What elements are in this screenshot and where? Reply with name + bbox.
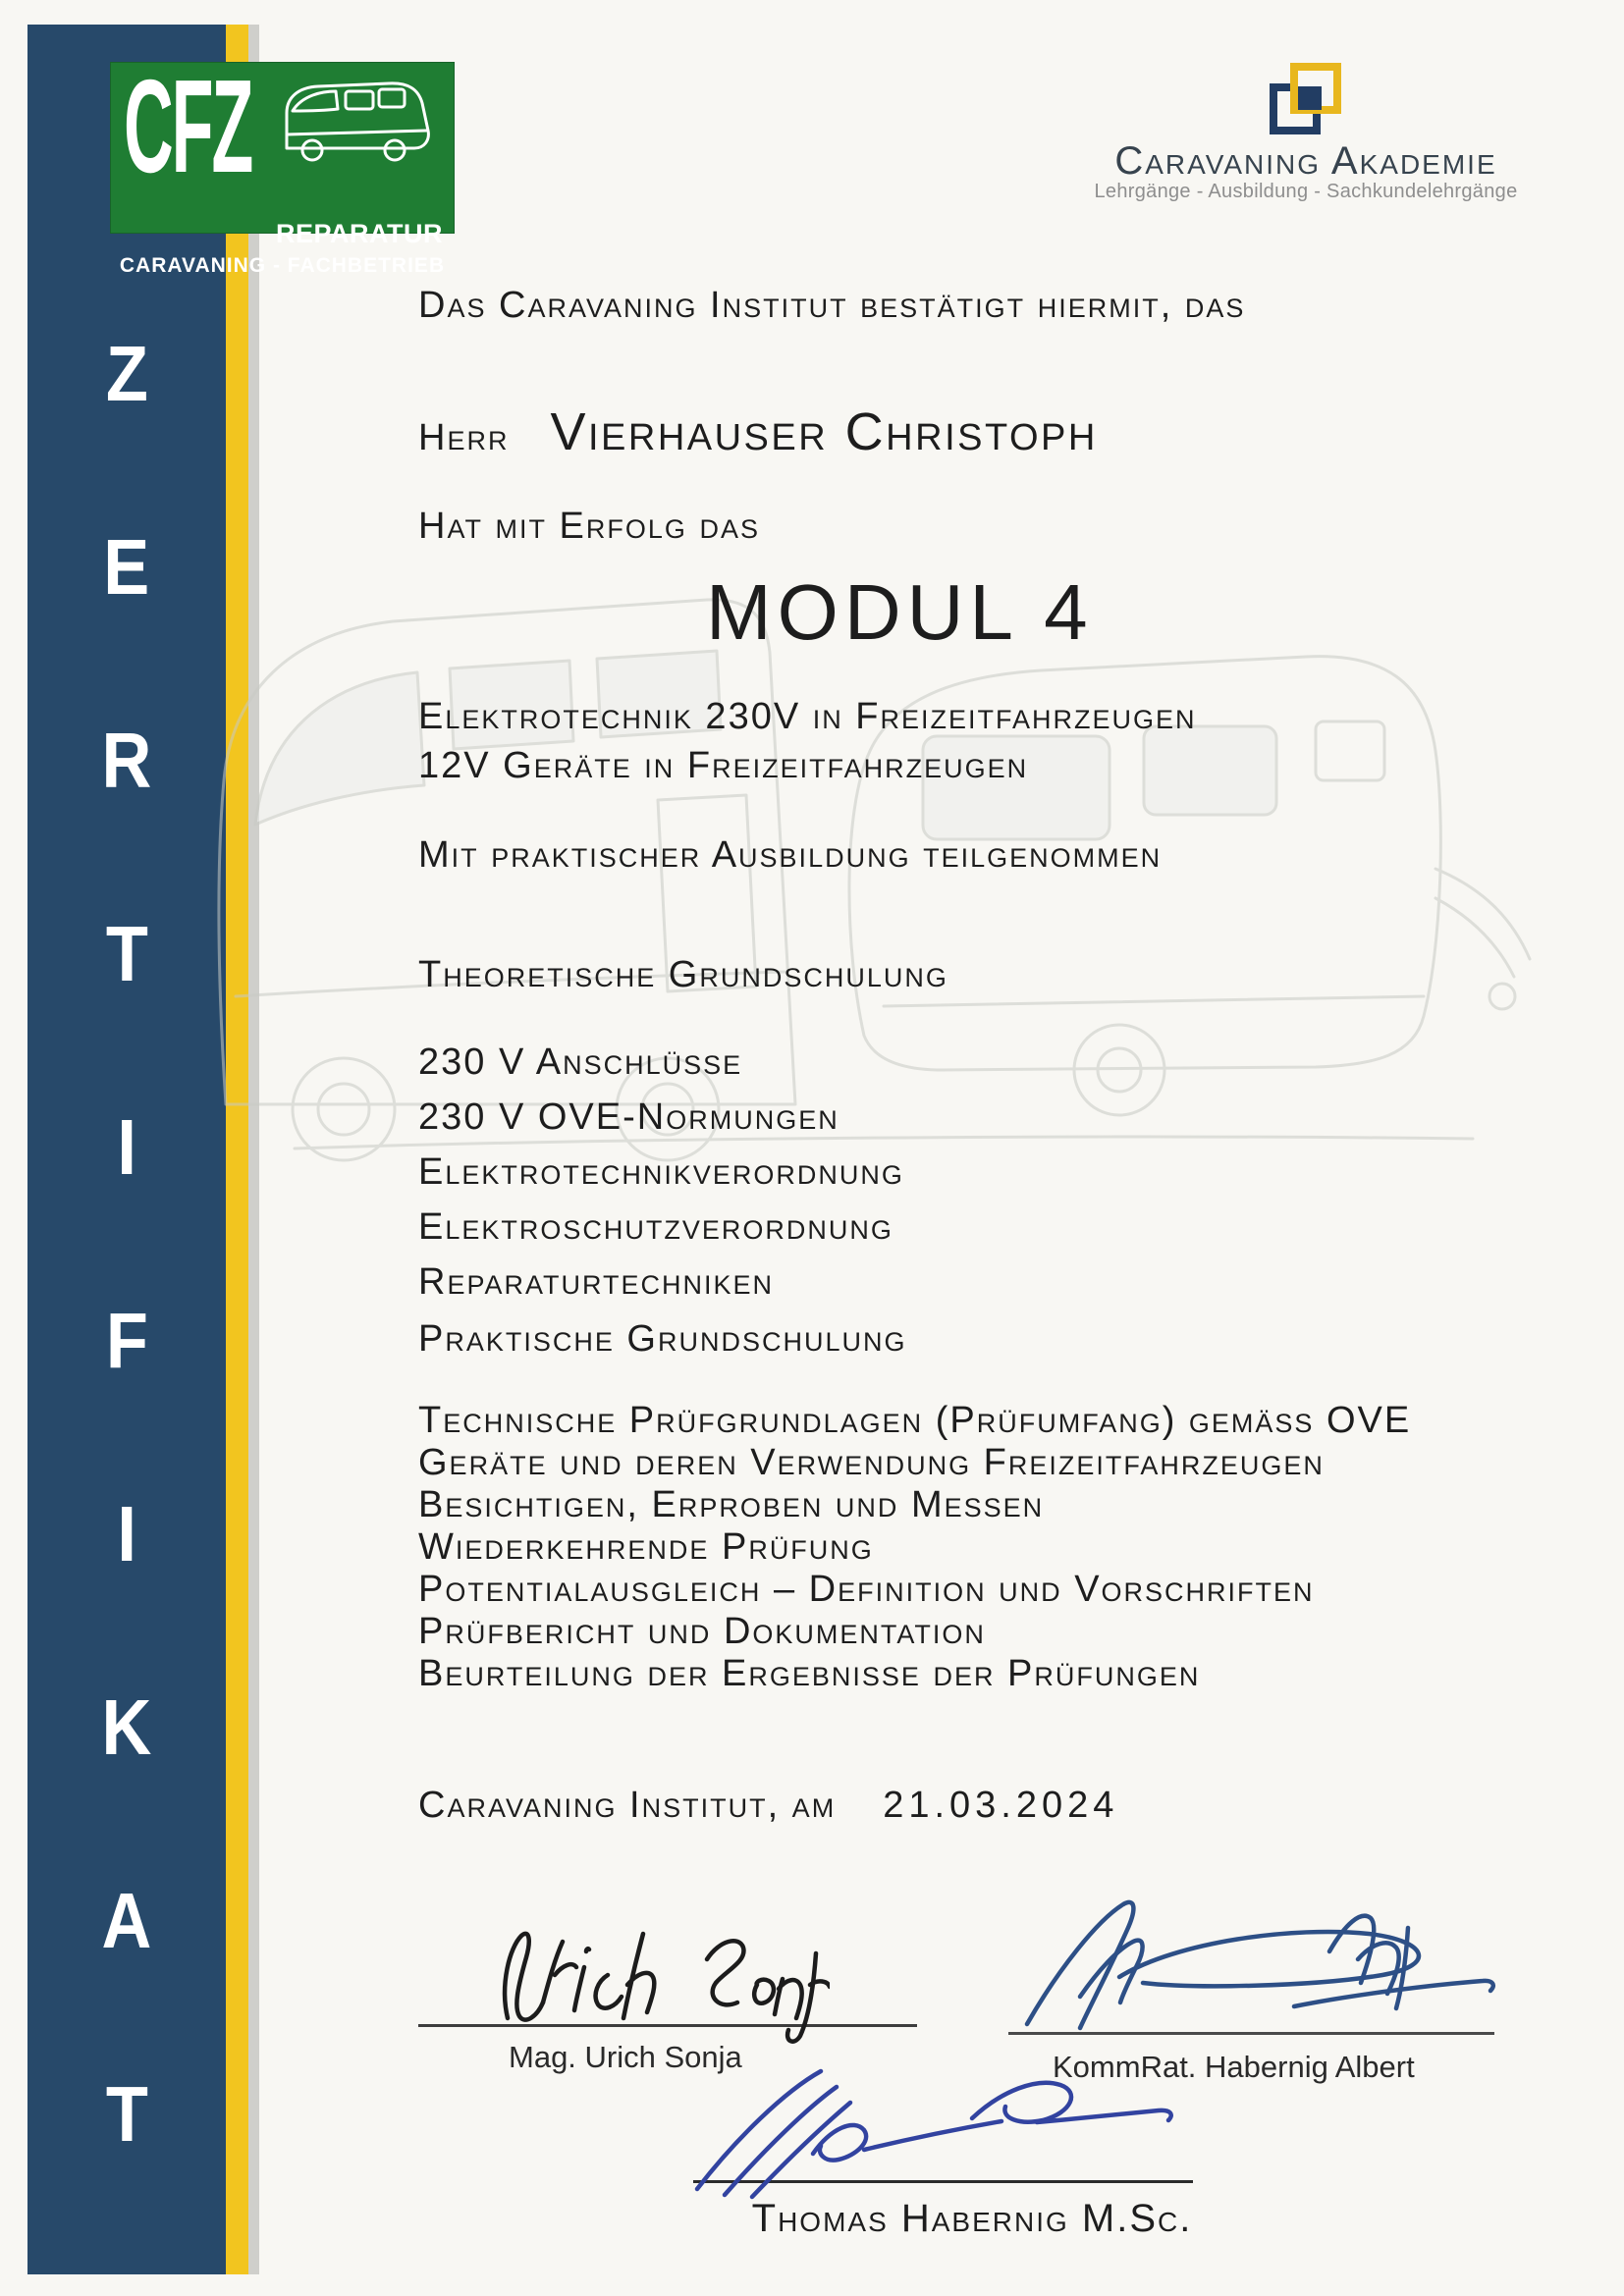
theory-topic: 230 V Anschlüsse	[418, 1041, 743, 1083]
akademie-title: Caravaning Akademie	[1114, 139, 1497, 183]
band-letter: E	[103, 523, 150, 611]
recipient-line	[418, 402, 1098, 461]
signature-habernig-albert	[1000, 1887, 1500, 2044]
theory-topic: Reparaturtechniken	[418, 1261, 774, 1303]
theory-topic: Elektrotechnikverordnung	[418, 1151, 904, 1193]
band-letter: R	[101, 717, 152, 804]
module-title: MODUL 4	[706, 568, 1094, 656]
band-letter: T	[105, 910, 148, 997]
cfz-logo	[110, 52, 455, 277]
practice-topic-list	[418, 1400, 1411, 1695]
intro-line: Das Caravaning Institut bestätigt hiermit, das	[418, 285, 1246, 326]
small-navy-square-icon	[1298, 86, 1322, 110]
theory-section-title: Theoretische Grundschulung	[418, 954, 948, 995]
cfz-reparatur-label: REPARATUR	[276, 219, 443, 248]
band-letter: T	[105, 2070, 148, 2158]
practice-topic: Besichtigen, Erproben und Messen	[418, 1484, 1045, 1525]
band-letter: I	[117, 1103, 136, 1191]
motorhome-sketch-icon	[279, 80, 436, 164]
salutation: Herr	[418, 417, 510, 458]
band-letter: Z	[105, 330, 148, 417]
practice-topic: Potentialausgleich – Definition und Vorschriften	[418, 1569, 1315, 1610]
theory-topic: 230 V OVE-Normungen	[418, 1096, 839, 1138]
signature-urich-sonja	[486, 1924, 830, 2047]
achievement-line: Hat mit Erfolg das	[418, 506, 760, 547]
akademie-logo	[1070, 59, 1542, 206]
module-subject-line: 12V Geräte in Freizeitfahrzeugen	[418, 745, 1029, 786]
practice-topic: Wiederkehrende Prüfung	[418, 1526, 874, 1568]
issue-date: 21.03.2024	[883, 1785, 1119, 1826]
signature-thomas-habernig	[687, 2059, 1178, 2202]
signer-name-right: KommRat. Habernig Albert	[1053, 2050, 1415, 2084]
band-letter: I	[117, 1490, 136, 1577]
cfz-acronym: CFZ	[124, 52, 252, 200]
practice-topic: Technische Prüfgrundlagen (Prüfumfang) gemäss OVE	[418, 1400, 1412, 1441]
akademie-subtitle: Lehrgänge - Ausbildung - Sachkundelehrgänge	[1094, 181, 1518, 202]
theory-topic: Elektroschutzverordnung	[418, 1206, 893, 1248]
participation-line: Mit praktischer Ausbildung teilgenommen	[418, 834, 1163, 876]
recipient-name: Vierhauser Christoph	[550, 402, 1098, 461]
issuer-text: Caravaning Institut, am	[418, 1785, 837, 1826]
practice-topic: Geräte und deren Verwendung Freizeitfahrzeugen	[418, 1442, 1325, 1483]
band-letter: F	[105, 1297, 148, 1384]
cfz-fachbetrieb-label: CARAVANING - FACHBETRIEB	[119, 254, 446, 277]
module-subject-lines	[418, 692, 1197, 790]
practice-topic: Beurteilung der Ergebnisse der Prüfungen	[418, 1653, 1201, 1694]
band-letter: A	[101, 1877, 152, 1964]
practice-section-title: Praktische Grundschulung	[418, 1318, 907, 1360]
signer-name-left: Mag. Urich Sonja	[509, 2040, 742, 2074]
issue-line	[418, 1784, 1118, 1827]
theory-topic-list	[418, 1035, 904, 1309]
module-subject-line: Elektrotechnik 230V in Freizeitfahrzeugen	[418, 696, 1197, 737]
band-letter: K	[101, 1683, 152, 1771]
signer-name-bottom: Thomas Habernig M.Sc.	[751, 2197, 1193, 2240]
practice-topic: Prüfbericht und Dokumentation	[418, 1611, 986, 1652]
